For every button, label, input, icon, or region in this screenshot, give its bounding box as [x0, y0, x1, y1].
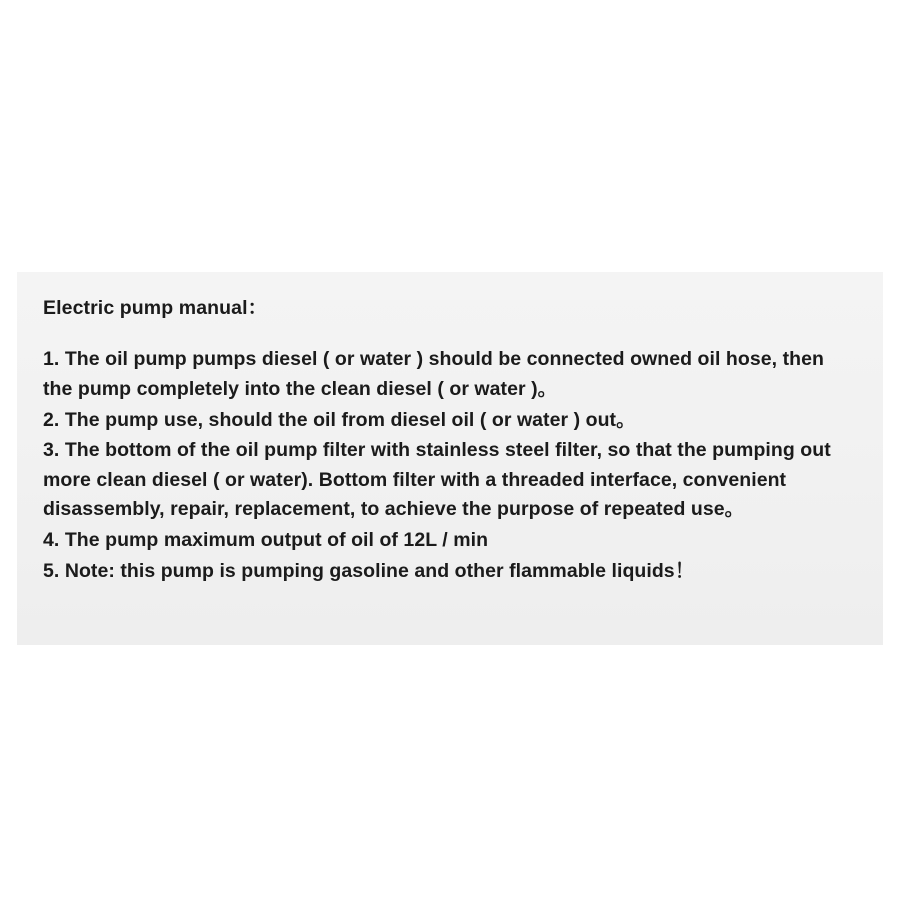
manual-item-5: 5. Note: this pump is pumping gasoline and other flammable liquids！ [43, 559, 695, 582]
manual-item-1: 1. The oil pump pumps diesel ( or water ) should be connected owned oil hose, then the pump completely into the clean diesel ( or water )。 [43, 348, 830, 400]
manual-instruction-list [43, 345, 857, 586]
manual-item-3: 3. The bottom of the oil pump filter with stainless steel filter, so that the pumping out more clean diesel ( or water). Bottom filter with a threaded interface, convenient disassembly, repair, replacement, to achieve the purpose of repeated use。 [43, 439, 837, 521]
manual-label-card [17, 272, 883, 645]
manual-item-2: 2. The pump use, should the oil from diesel oil ( or water ) out。 [43, 408, 636, 431]
manual-item-4: 4. The pump maximum output of oil of 12L / min [43, 529, 489, 551]
manual-title: Electric pump manual： [43, 297, 268, 319]
